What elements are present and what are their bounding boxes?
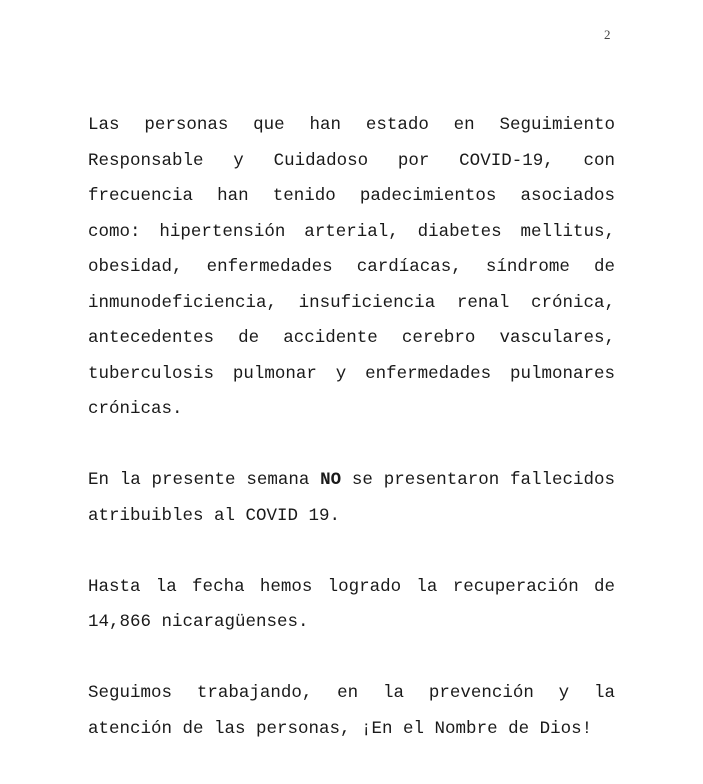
paragraph-deaths-text-start: En la presente semana <box>88 470 321 490</box>
document-body <box>88 108 615 747</box>
paragraph-deaths-emphasis: NO <box>320 470 342 490</box>
page-number: 2 <box>604 27 611 42</box>
paragraph-closing: Seguimos trabajando, en la prevención y la atención de las personas, ¡En el Nombre de Dios! <box>88 683 615 739</box>
paragraph-deaths <box>88 463 615 534</box>
paragraph-comorbidities: Las personas que han estado en Seguimiento Responsable y Cuidadoso por COVID-19, con frecuencia han tenido padecimientos asociados como: hipertensión arterial, diabetes mellitus, obesidad, enfermedades cardíacas, síndrome de inmunodeficiencia, insuficiencia renal crónica, antecedentes de accidente cerebro vasculares, tuberculosis pulmonar y enfermedades pulmonares crónicas. <box>88 115 615 419</box>
paragraph-recoveries: Hasta la fecha hemos logrado la recuperación de 14,866 nicaragüenses. <box>88 576 615 632</box>
paragraph-deaths-text-end: se presentaron fallecidos atribuibles al COVID 19. <box>88 470 615 526</box>
